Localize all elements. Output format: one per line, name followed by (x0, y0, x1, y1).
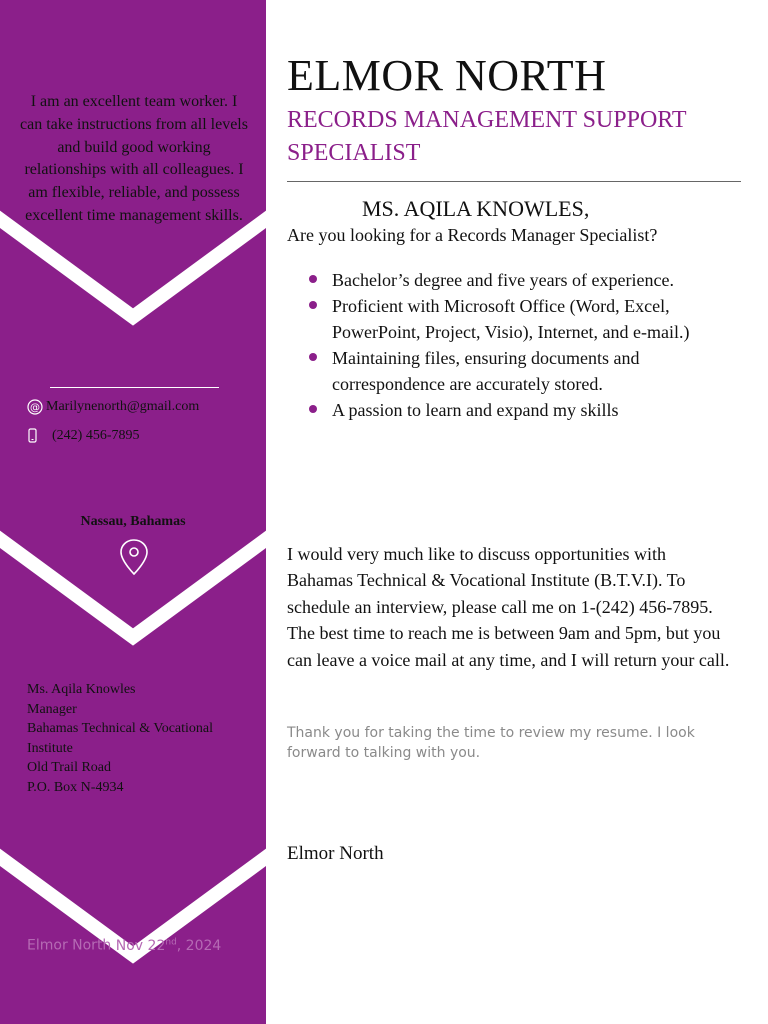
recipient-street: Old Trail Road (27, 760, 112, 775)
list-item: A passion to learn and expand my skills (287, 397, 747, 423)
email-contact (26, 398, 199, 416)
sidebar (0, 0, 266, 1024)
list-item: Maintaining files, ensuring documents and correspondence are accurately stored. (287, 345, 747, 397)
location-city: Nassau, Bahamas (80, 514, 186, 529)
job-title: RECORDS MANAGEMENT SUPPORT SPECIALIST (287, 107, 687, 166)
svg-text:@: @ (30, 402, 40, 414)
phone-contact (26, 427, 140, 445)
location-pin-icon (119, 538, 149, 578)
thank-you-note: Thank you for taking the time to review my resume. I look forward to talking with you. (287, 725, 695, 761)
email-address[interactable]: Marilynenorth@gmail.com (46, 399, 200, 414)
profile-summary: I am an excellent team worker. I can take instructions from all levels and build good working relationships with all colleagues. I am flexible, reliable, and possess excellent time management skills. (20, 93, 248, 224)
recipient-address (27, 680, 257, 797)
at-sign-icon (26, 398, 44, 416)
opening-question: Are you looking for a Records Manager Specialist? (287, 225, 658, 245)
mobile-phone-icon (26, 427, 44, 445)
recipient-organization: Bahamas Technical & Vocational Institute (27, 721, 214, 756)
chevron-divider-bottom (0, 834, 266, 984)
phone-number[interactable]: (242) 456-7895 (52, 428, 140, 443)
footer-author: Elmor North (27, 937, 112, 954)
recipient-name: Ms. Aqila Knowles (27, 682, 136, 697)
header-divider (287, 181, 741, 182)
recipient-po-box: P.O. Box N-4934 (27, 779, 124, 795)
signature: Elmor North (287, 843, 384, 864)
list-item: Bachelor’s degree and five years of experience. (287, 267, 747, 293)
applicant-name: ELMOR NORTH (287, 51, 607, 100)
qualifications-list (287, 267, 747, 423)
salutation: MS. AQILA KNOWLES, (362, 196, 590, 221)
recipient-role: Manager (27, 701, 77, 717)
contact-divider (50, 387, 219, 388)
footer-date: Nov 22nd, 2024 (115, 937, 222, 954)
footer-author-date (27, 937, 221, 954)
letter-body: I would very much like to discuss opportunities with Bahamas Technical & Vocational Institute (B.T.V.I). To schedule an interview, please call me on 1-(242) 456-7895. The best time to reach me is between 9am and 5pm, but you can leave a voice mail at any time, and I will return your call. (287, 544, 730, 670)
list-item: Proficient with Microsoft Office (Word, Excel, PowerPoint, Project, Visio), Internet, and e-mail.) (287, 293, 747, 345)
